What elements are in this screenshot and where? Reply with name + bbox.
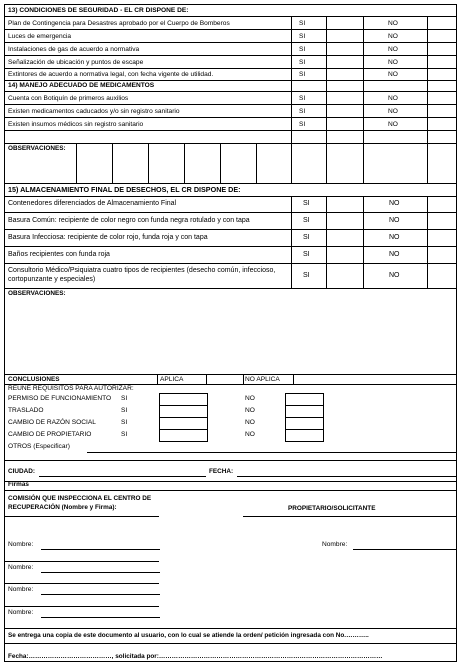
nombre-4-field[interactable] (41, 617, 160, 618)
comision-label: COMISIÓN QUE INSPECCIONA EL CENTRO DE RECUPERACIÓN (Nombre y Firma): (8, 495, 152, 511)
nombre-2-label: Nombre: (8, 564, 34, 571)
grid-line (243, 374, 244, 384)
s15-row-3-si[interactable]: SI (303, 234, 310, 241)
razon-social-si: SI (121, 419, 128, 426)
grid-line (220, 143, 221, 183)
s14-observaciones-area[interactable] (5, 155, 456, 183)
s15-row-4-label: Baños recipientes con funda roja (8, 251, 110, 258)
grid-line (363, 196, 364, 288)
s13-row-2-no[interactable]: NO (388, 33, 398, 40)
s13-row-5-si[interactable]: SI (299, 71, 306, 78)
razon-social-no: NO (245, 419, 255, 426)
s14-row-3-label: Existen insumos médicos sin registro sanitario (8, 121, 144, 128)
nombre-1-label: Nombre: (8, 541, 34, 548)
signature-3-line[interactable] (5, 606, 159, 607)
permiso-si: SI (121, 395, 128, 402)
s14-row-2-no[interactable]: NO (388, 108, 398, 115)
s13-row-1-no[interactable]: NO (388, 20, 398, 27)
divider (5, 117, 456, 118)
otros-underline[interactable] (87, 452, 456, 453)
s15-row-2-si[interactable]: SI (303, 217, 310, 224)
divider (5, 16, 456, 17)
s14-row-2-si[interactable]: SI (299, 108, 306, 115)
nombre-2-field[interactable] (41, 572, 160, 573)
signature-2-line[interactable] (5, 583, 159, 584)
grid-line (427, 196, 428, 288)
grid-line (112, 143, 113, 183)
grid-line (76, 143, 77, 183)
divider (5, 80, 456, 81)
divider (5, 130, 456, 131)
s13-row-1-label: Plan de Contingencia para Desastres aprobado por el Cuerpo de Bomberos (8, 20, 230, 27)
fecha-label: FECHA: (209, 468, 234, 475)
grid-line (326, 196, 327, 288)
permiso-label: PERMISO DE FUNCIONAMIENTO (8, 395, 112, 402)
divider (5, 490, 456, 491)
divider (5, 288, 456, 289)
s13-row-5-label: Extintores de acuerdo a normativa legal, con fecha vigente de utilidad. (8, 71, 214, 78)
propietario-no-checkbox[interactable] (286, 430, 323, 441)
s15-row-3-no[interactable]: NO (389, 234, 400, 241)
divider (5, 643, 456, 644)
nombre-3-label: Nombre: (8, 586, 34, 593)
s15-row-5-label: Consultorio Médico/Psiquiatra cuatro tipos de recipientes (desecho común, infeccioso, cortopunzante y especiales) (8, 267, 276, 283)
s13-row-4-si[interactable]: SI (299, 59, 306, 66)
divider (5, 460, 456, 461)
divider (5, 263, 456, 264)
s14-observaciones-label: OBSERVACIONES: (8, 145, 66, 152)
razon-social-si-checkbox[interactable] (160, 418, 207, 429)
traslado-no: NO (245, 407, 255, 414)
razon-social-label: CAMBIO DE RAZÓN SOCIAL (8, 419, 96, 426)
nombre-1-field[interactable] (41, 549, 160, 550)
s13-row-2-si[interactable]: SI (299, 33, 306, 40)
no-aplica-header: NO APLICA (245, 376, 280, 383)
divider (5, 29, 456, 30)
divider (5, 183, 456, 184)
permiso-no: NO (245, 395, 255, 402)
section-14-title: 14) MANEJO ADECUADO DE MEDICAMENTOS (8, 82, 155, 89)
divider (5, 374, 456, 375)
divider (5, 628, 456, 629)
section-15-title: 15) ALMACENAMIENTO FINAL DE DESECHOS, EL CR DISPONE DE: (8, 185, 241, 194)
s14-row-1-label: Cuenta con Botiquín de primeros auxilios (8, 95, 129, 102)
section-13-title: 13) CONDICIONES DE SEGURIDAD - EL CR DISPONE DE: (8, 7, 189, 14)
nombre-3-field[interactable] (41, 594, 160, 595)
traslado-si: SI (121, 407, 128, 414)
fecha-solicitada-line: Fecha:…………………………………, solicitada por:…………………………………………………………………………………………… (8, 653, 383, 660)
divider (5, 212, 456, 213)
s13-row-2-label: Luces de emergencia (8, 33, 72, 40)
s15-row-5-no[interactable]: NO (389, 272, 400, 279)
s15-row-3-label: Basura Infecciosa: recipiente de color rojo, funda roja y con tapa (8, 234, 208, 241)
fecha-underline[interactable] (237, 476, 456, 477)
grid-line (256, 143, 257, 183)
nombre-4-label: Nombre: (8, 609, 34, 616)
grid-line (206, 374, 207, 384)
s13-row-1-si[interactable]: SI (299, 20, 306, 27)
s15-row-2-label: Basura Común: recipiente de color negro con funda negra rotulado y con tapa (8, 217, 250, 224)
traslado-si-checkbox[interactable] (160, 406, 207, 417)
nombre-owner-field[interactable] (353, 549, 456, 550)
firmas-label: Firmas (8, 481, 29, 488)
s14-row-2-label: Existen medicamentos caducados y/o sin registro sanitario (8, 108, 180, 115)
grid-line (291, 196, 292, 288)
grid-line (148, 143, 149, 183)
inspection-form-page (4, 4, 457, 662)
propietario-change-no: NO (245, 431, 255, 438)
permiso-si-checkbox[interactable] (160, 394, 207, 405)
razon-social-no-checkbox[interactable] (286, 418, 323, 429)
s15-row-4-si[interactable]: SI (303, 251, 310, 258)
s14-row-1-si[interactable]: SI (299, 95, 306, 102)
permiso-no-checkbox[interactable] (286, 394, 323, 405)
divider (5, 55, 456, 56)
s14-row-3-no[interactable]: NO (388, 121, 398, 128)
s13-row-3-no[interactable]: NO (388, 46, 398, 53)
divider (5, 143, 456, 144)
traslado-label: TRASLADO (8, 407, 44, 414)
s14-row-1-no[interactable]: NO (388, 95, 398, 102)
s15-row-1-label: Contenedores diferenciados de Almacenamiento Final (8, 200, 177, 207)
s13-row-5-no[interactable]: NO (388, 71, 398, 78)
s15-observaciones-label: OBSERVACIONES: (8, 290, 66, 297)
divider (5, 481, 456, 482)
grid-line (427, 16, 428, 183)
s14-row-3-si[interactable]: SI (299, 121, 306, 128)
grid-line (363, 16, 364, 183)
s13-row-4-label: Señalización de ubicación y puntos de escape (8, 59, 144, 66)
divider (5, 91, 456, 92)
signature-1-line[interactable] (5, 561, 159, 562)
s13-row-3-label: Instalaciones de gas de acuerdo a normativa (8, 46, 140, 53)
entrega-notice: Se entrega una copia de este documento al usuario, con lo cual se atiende la orden/ petición ingresada con No.……….. (8, 632, 369, 639)
grid-line (184, 143, 185, 183)
aplica-header: APLICA (160, 376, 184, 383)
nombre-owner-label: Nombre: (322, 541, 348, 548)
comision-underline (5, 516, 159, 517)
s13-row-4-no[interactable]: NO (388, 59, 398, 66)
conclusiones-title: CONCLUSIONES (8, 376, 60, 383)
ciudad-underline[interactable] (39, 476, 206, 477)
divider (5, 246, 456, 247)
ciudad-label: CIUDAD: (8, 468, 35, 475)
propietario-si-checkbox[interactable] (160, 430, 207, 441)
divider (5, 42, 456, 43)
divider (5, 196, 456, 197)
s15-row-1-si[interactable]: SI (303, 200, 310, 207)
propietario-underline (243, 516, 456, 517)
propietario-change-label: CAMBIO DE PROPIETARIO (8, 431, 92, 438)
s15-row-2-no[interactable]: NO (389, 217, 400, 224)
s13-row-3-si[interactable]: SI (299, 46, 306, 53)
s15-row-4-no[interactable]: NO (389, 251, 400, 258)
divider (5, 229, 456, 230)
traslado-no-checkbox[interactable] (286, 406, 323, 417)
divider (5, 104, 456, 105)
s15-row-5-si[interactable]: SI (303, 272, 310, 279)
grid-line (293, 374, 294, 384)
s15-observaciones-area[interactable] (5, 300, 456, 374)
grid-line (291, 16, 292, 183)
divider (5, 68, 456, 69)
otros-label: OTROS (Especificar) (8, 443, 70, 450)
grid-line (326, 16, 327, 183)
s15-row-1-no[interactable]: NO (389, 200, 400, 207)
propietario-change-si: SI (121, 431, 128, 438)
grid-line (157, 374, 158, 384)
reune-requisitos-label: REUNE REQUISITOS PARA AUTORIZAR: (8, 385, 134, 392)
propietario-label: PROPIETARIO/SOLICITANTE (288, 505, 376, 512)
